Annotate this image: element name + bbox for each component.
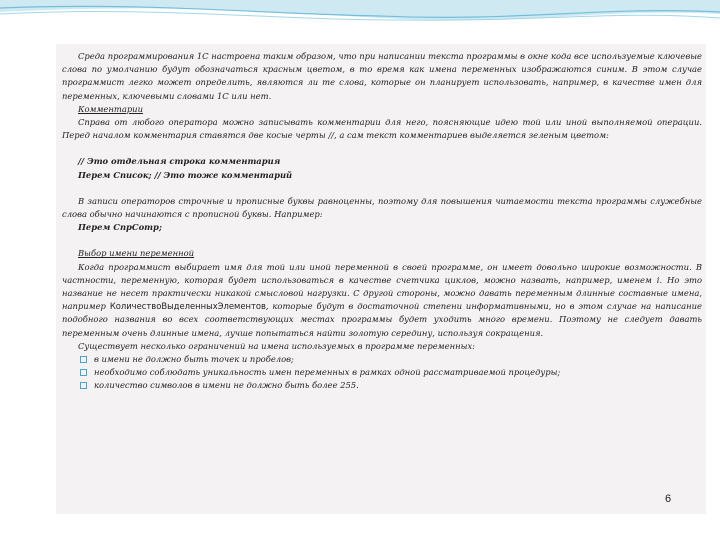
restriction-item: необходимо соблюдать уникальность имен переменных в рамках одной рассматриваемой процедуры; bbox=[78, 366, 702, 379]
restrictions-list bbox=[62, 353, 702, 393]
intro-paragraph: Среда программирования 1С настроена таким образом, что при написании текста программы в окне кода все используемые ключевые слова по умолчанию будут обозначаться красным цветом, в то время как имена переменных изображаются синим. В этом случае программист легко может определить, являются ли те слова, которые он планирует использовать, например, в качестве имен для переменных, ключевыми словами 1С или нет. bbox=[62, 51, 702, 101]
document-body bbox=[62, 50, 702, 393]
case-paragraph: В записи операторов строчные и прописные буквы равноценны, поэтому для повышения читаемости текста программы служебные слова обычно начинаются с прописной буквы. Например: bbox=[62, 195, 702, 220]
variable-name-heading: Выбор имени переменной bbox=[78, 248, 195, 259]
comments-paragraph: Справа от любого оператора можно записывать комментарии для него, поясняющие идею той или иной выполняемой операции. Перед началом комментария ставятся две косые черты //, а сам текст комментариев выделяется зеленым цветом: bbox=[62, 117, 702, 141]
restrictions-intro: Существует несколько ограничений на имена используемых в программе переменных: bbox=[78, 340, 475, 351]
restriction-item: количество символов в имени не должно быть более 255. bbox=[78, 379, 702, 392]
square-bullet-icon bbox=[80, 356, 87, 363]
case-example: Перем СпрСотр; bbox=[78, 222, 162, 233]
decorative-wave bbox=[0, 0, 720, 40]
restriction-item: в имени не должно быть точек и пробелов; bbox=[78, 353, 702, 366]
variable-name-text-a: Когда программист выбирает имя для той или иной переменной в своей программе, он имеет довольно широкие возможности. В частности, переменную, которая будет использоваться в качестве счетчика циклов, можно назвать, например, именем i. Но это название не несет практически никакой смысловой нагрузки. С другой стороны, можно давать переменным длинные составные имена, например bbox=[62, 261, 702, 312]
page-number: 6 bbox=[665, 493, 672, 505]
comments-heading: Комментарии bbox=[78, 103, 143, 114]
square-bullet-icon bbox=[80, 382, 87, 389]
code-line-declaration: Перем Список; // Это тоже комментарий bbox=[78, 169, 293, 180]
square-bullet-icon bbox=[80, 369, 87, 376]
code-line-comment: // Это отдельная строка комментария bbox=[78, 156, 281, 167]
variable-name-text-b: , которые будут в достаточной степени информативными, но в этом случае на написание подобного названия во всех соответствующих местах программы будет уходить много времени. Поэтому не следует давать переменным очень длинные имена, лучше попытаться найти золотую середину, используя сокращения. bbox=[62, 301, 702, 338]
variable-name-paragraph bbox=[62, 261, 702, 340]
variable-name-example: КоличествоВыделенныхЭлементов bbox=[109, 301, 266, 312]
